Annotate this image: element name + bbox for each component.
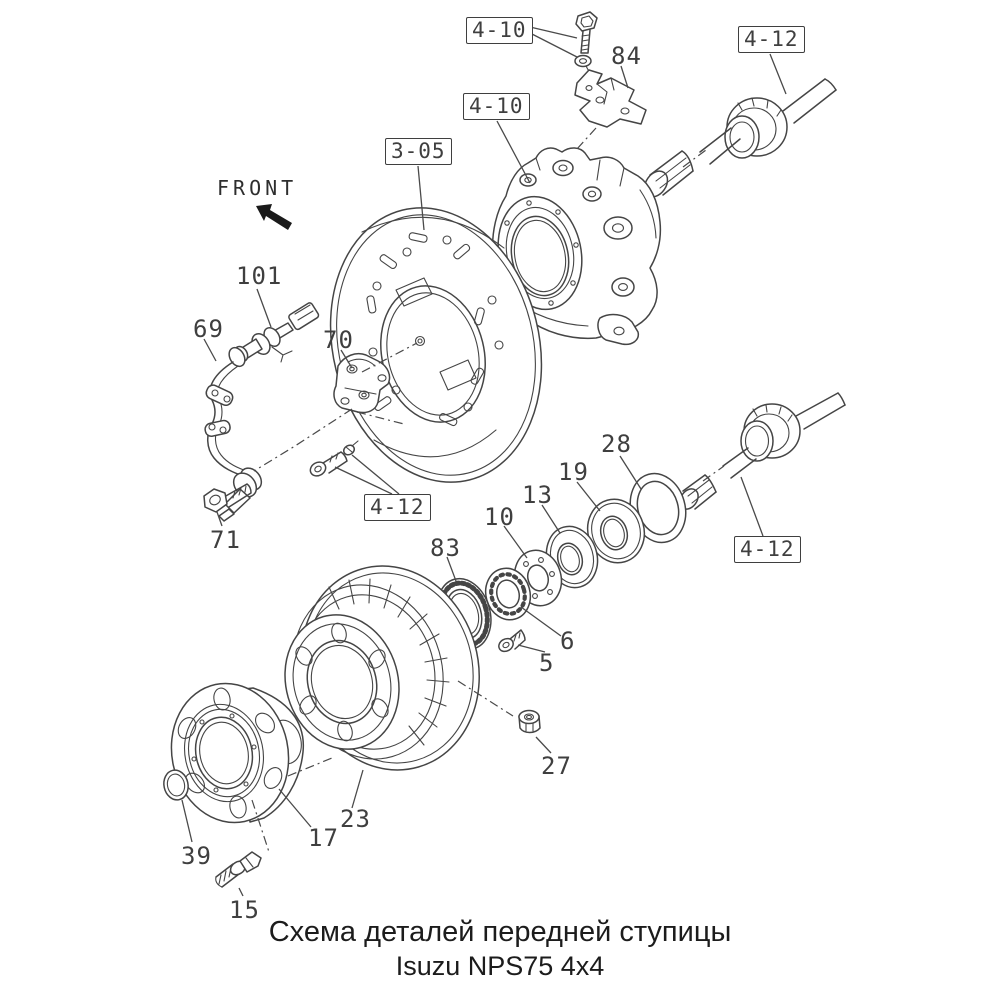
front-direction-label: FRONT xyxy=(217,176,298,200)
axle-shaft-right xyxy=(676,393,845,513)
axle-shaft-top xyxy=(640,79,836,201)
wheel-stud-15 xyxy=(216,852,261,887)
ref-4-10-knuckle: 4-10 xyxy=(463,93,530,120)
part-number-10: 10 xyxy=(484,503,515,531)
part-number-69: 69 xyxy=(193,315,224,343)
part-number-71: 71 xyxy=(210,526,241,554)
ref-4-12-axle: 4-12 xyxy=(734,536,801,563)
bolt-5 xyxy=(497,630,525,654)
front-arrow-icon xyxy=(256,204,292,230)
part-number-28: 28 xyxy=(601,430,632,458)
part-number-17: 17 xyxy=(308,824,339,852)
part-number-13: 13 xyxy=(522,481,553,509)
bracket-84 xyxy=(567,70,646,160)
caption-title: Схема деталей передней ступицы xyxy=(268,916,732,948)
part-number-39: 39 xyxy=(181,842,212,870)
hub-17 xyxy=(159,672,306,833)
ref-4-12-bolts: 4-12 xyxy=(364,494,431,521)
part-number-70: 70 xyxy=(323,326,354,354)
part-number-84: 84 xyxy=(611,42,642,70)
caption-subtitle: Isuzu NPS75 4x4 xyxy=(395,951,605,981)
ref-4-10-bolt: 4-10 xyxy=(466,17,533,44)
bolt-4-10-top xyxy=(575,12,597,77)
part-number-6: 6 xyxy=(560,627,576,655)
part-number-83: 83 xyxy=(430,534,461,562)
part-number-19: 19 xyxy=(558,458,589,486)
bolt-clip-4-12 xyxy=(308,441,358,479)
part-number-15: 15 xyxy=(229,896,260,924)
part-number-101: 101 xyxy=(236,262,283,290)
abs-sensor-101 xyxy=(232,302,320,364)
part-number-27: 27 xyxy=(541,752,572,780)
part-number-23: 23 xyxy=(340,805,371,833)
nut-27 xyxy=(519,711,540,733)
ref-3-05-plate: 3-05 xyxy=(385,138,452,165)
ref-4-12-top: 4-12 xyxy=(738,26,805,53)
part-number-5: 5 xyxy=(539,649,555,677)
